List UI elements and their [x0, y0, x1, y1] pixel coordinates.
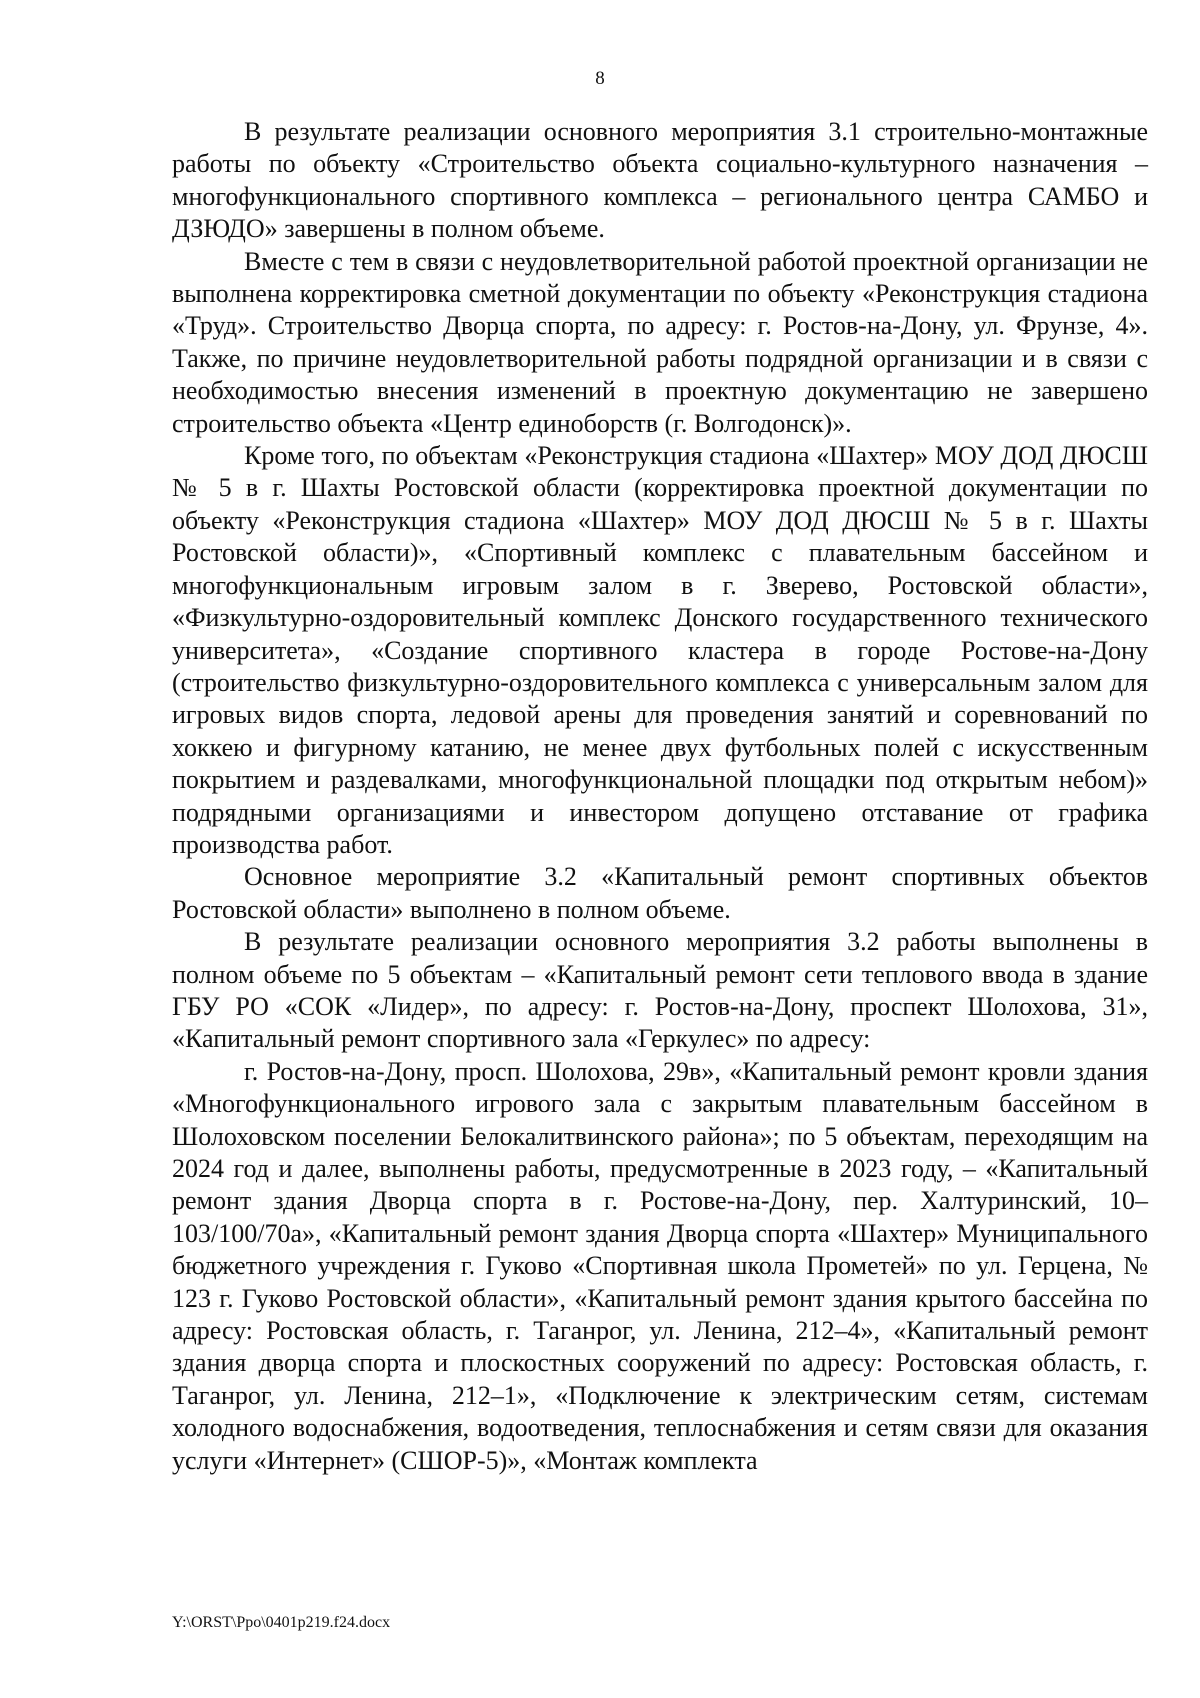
paragraph-6: г. Ростов-на-Дону, просп. Шолохова, 29в», «Капитальный ремонт кровли здания «Многофункционального игрового зала с закрытым плавательным бассейном в Шолоховском поселении Белокалитвинского района»; по 5 объектам, переходящим на 2024 год и далее, выполнены работы, предусмотренные в 2023 году, – «Капитальный ремонт здания Дворца спорта в г. Ростове-на-Дону, пер. Халтуринский, 10–103/100/70а», «Капитальный ремонт здания Дворца спорта «Шахтер» Муниципального бюджетного учреждения г. Гуково «Спортивная школа Прометей» по ул. Герцена, № 123 г. Гуково Ростовской области», «Капитальный ремонт здания крытого бассейна по адресу: Ростовская область, г. Таганрог, ул. Ленина, 212–4», «Капитальный ремонт здания дворца спорта и плоскостных сооружений по адресу: Ростовская область, г. Таганрог, ул. Ленина, 212–1», «Подключение к электрическим сетям, системам холодного водоснабжения, водоотведения, теплоснабжения и сетям связи для оказания услуги «Интернет» (СШОР-5)», «Монтаж комплекта	[172, 1056, 1148, 1475]
footer-file-path: Y:\ORST\Ppo\0401p219.f24.docx	[172, 1614, 391, 1631]
paragraph-5: В результате реализации основного мероприятия 3.2 работы выполнены в полном объеме по 5 объектам – «Капитальный ремонт сети теплового ввода в здание ГБУ РО «СОК «Лидер», по адресу: г. Ростов-на-Дону, проспект Шолохова, 31», «Капитальный ремонт спортивного зала «Геркулес» по адресу:	[172, 927, 1148, 1054]
page-number: 8	[595, 68, 605, 89]
paragraph-3: Кроме того, по объектам «Реконструкция стадиона «Шахтер» МОУ ДОД ДЮСШ № 5 в г. Шахты Ростовской области (корректировка проектной документации по объекту «Реконструкция стадиона «Шахтер» МОУ ДОД ДЮСШ № 5 в г. Шахты Ростовской области)», «Спортивный комплекс с плавательным бассейном и многофункциональным игровым залом в г. Зверево, Ростовской области», «Физкультурно-оздоровительный комплекс Донского государственного технического университета», «Создание спортивного кластера в городе Ростове-на-Дону (строительство физкультурно-оздоровительного комплекса с универсальным залом для игровых видов спорта, ледовой арены для проведения занятий и соревнований по хоккею и фигурному катанию, не менее двух футбольных полей с искусственным покрытием и раздевалками, многофункциональной площадки под открытым небом)» подрядными организациями и инвестором допущено отставание от графика производства работ.	[172, 441, 1148, 859]
paragraph-1: В результате реализации основного мероприятия 3.1 строительно-монтажные работы по объекту «Строительство объекта социально-культурного назначения – многофункционального спортивного комплекса – регионального центра САМБО и ДЗЮДО» завершены в полном объеме.	[172, 117, 1148, 244]
document-body	[172, 116, 1148, 1477]
paragraph-2: Вместе с тем в связи с неудовлетворительной работой проектной организации не выполнена корректировка сметной документации по объекту «Реконструкция стадиона «Труд». Строительство Дворца спорта, по адресу: г. Ростов-на-Дону, ул. Фрунзе, 4». Также, по причине неудовлетворительной работы подрядной организации и в связи с необходимостью внесения изменений в проектную документацию не завершено строительство объекта «Центр единоборств (г. Волгодонск)».	[172, 246, 1148, 438]
paragraph-4: Основное мероприятие 3.2 «Капитальный ремонт спортивных объектов Ростовской области» выполнено в полном объеме.	[172, 862, 1148, 924]
